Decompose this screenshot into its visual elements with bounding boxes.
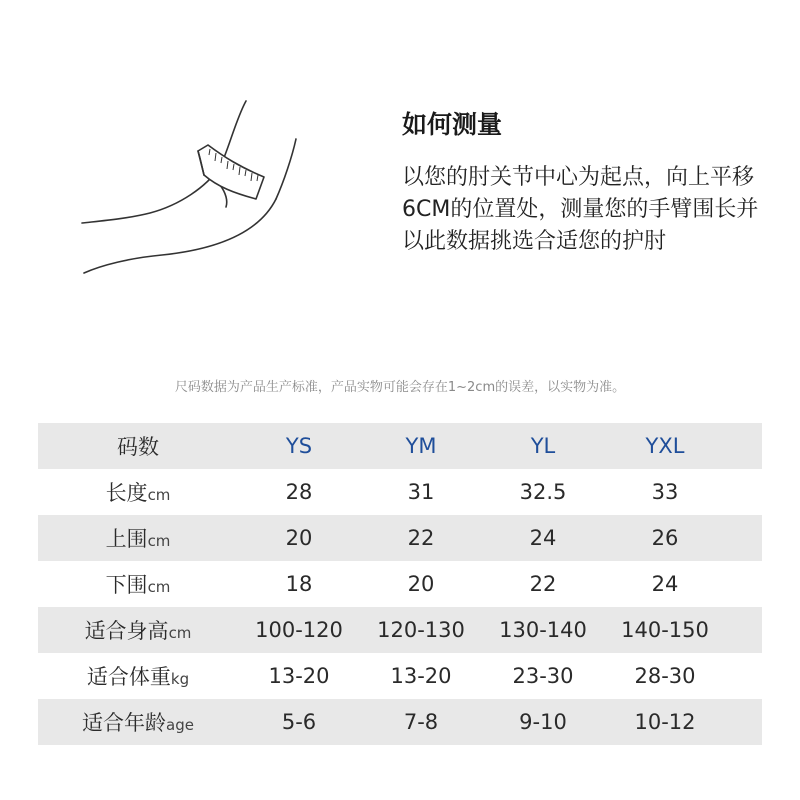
table-row <box>38 561 762 607</box>
table-cell: 20 <box>407 572 435 596</box>
table-cell: 26 <box>604 515 726 561</box>
table-spacer <box>726 515 762 561</box>
table-cell: 24 <box>651 572 679 596</box>
row-unit: kg <box>170 670 190 688</box>
table-cell: 120-130 <box>360 607 482 653</box>
size-header-label: 码数 <box>38 423 238 469</box>
table-cell: 7-8 <box>360 699 482 745</box>
table-cell: 10-12 <box>604 699 726 745</box>
row-unit: age <box>166 716 194 734</box>
size-disclaimer-note: 尺码数据为产品生产标准，产品实物可能会存在1~2cm的误差，以实物为准。 <box>174 380 626 395</box>
table-row <box>38 653 762 699</box>
how-to-measure-instructions: 以您的肘关节中心为起点，向上平移6CM的位置处，测量您的手臂围长并以此数据挑选合适您的护肘 <box>402 165 759 254</box>
table-cell: 9-10 <box>482 699 604 745</box>
row-label <box>38 515 238 561</box>
table-cell: 22 <box>529 572 557 596</box>
row-label-text: 适合年龄 <box>82 711 167 735</box>
table-spacer <box>726 423 762 469</box>
row-label <box>38 653 238 699</box>
size-header-cell: YS <box>238 423 360 469</box>
row-label <box>38 607 238 653</box>
table-row <box>38 469 762 515</box>
row-label <box>38 469 238 515</box>
table-cell: 32.5 <box>519 480 567 504</box>
table-spacer <box>726 699 762 745</box>
table-cell: 13-20 <box>268 664 330 688</box>
row-unit: cm <box>147 578 171 596</box>
size-header-cell: YM <box>360 423 482 469</box>
row-unit: cm <box>147 532 171 550</box>
table-spacer <box>726 653 762 699</box>
row-unit: cm <box>168 624 192 642</box>
table-cell: 22 <box>360 515 482 561</box>
table-cell: 23-30 <box>512 664 574 688</box>
table-cell: 33 <box>651 480 679 504</box>
table-cell: 28 <box>285 480 313 504</box>
how-to-measure-section <box>402 108 772 258</box>
table-cell: 5-6 <box>238 699 360 745</box>
row-label-text: 长度 <box>105 481 148 505</box>
size-chart-table <box>38 423 762 745</box>
size-header-cell: YXL <box>604 423 726 469</box>
table-cell: 140-150 <box>604 607 726 653</box>
size-header-row <box>38 423 762 469</box>
how-to-measure-title: 如何测量 <box>402 110 503 139</box>
table-cell: 13-20 <box>390 664 452 688</box>
table-spacer <box>726 469 762 515</box>
table-cell: 31 <box>407 480 435 504</box>
table-cell: 130-140 <box>482 607 604 653</box>
table-cell: 20 <box>238 515 360 561</box>
row-label-text: 上围 <box>105 527 148 551</box>
table-row <box>38 515 762 561</box>
row-label-text: 适合身高 <box>84 619 169 643</box>
row-label <box>38 699 238 745</box>
table-cell: 24 <box>482 515 604 561</box>
table-cell: 18 <box>285 572 313 596</box>
row-unit: cm <box>147 486 171 504</box>
table-spacer <box>726 561 762 607</box>
table-cell: 100-120 <box>238 607 360 653</box>
table-cell: 28-30 <box>634 664 696 688</box>
table-row <box>38 607 762 653</box>
row-label <box>38 561 238 607</box>
table-row <box>38 699 762 745</box>
row-label-text: 下围 <box>105 573 148 597</box>
arm-measurement-illustration <box>70 95 320 285</box>
table-spacer <box>726 607 762 653</box>
row-label-text: 适合体重 <box>86 665 171 689</box>
size-header-cell: YL <box>482 423 604 469</box>
